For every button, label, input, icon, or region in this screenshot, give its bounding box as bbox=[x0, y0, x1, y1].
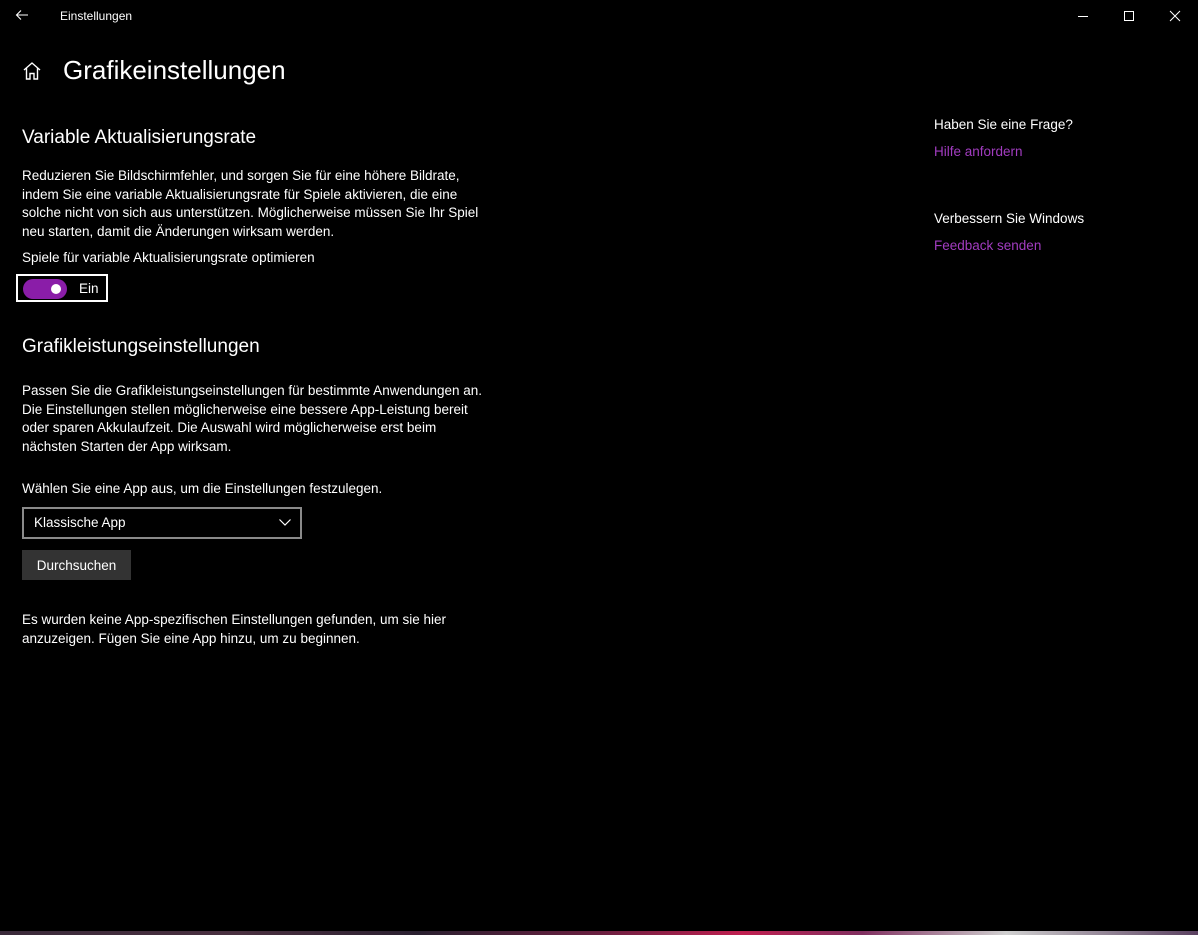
title-bar bbox=[0, 0, 1198, 31]
question-heading: Haben Sie eine Frage? bbox=[934, 117, 1073, 132]
maximize-button[interactable] bbox=[1106, 0, 1152, 31]
toggle-state-label: Ein bbox=[79, 281, 99, 296]
app-type-select-value: Klassische App bbox=[34, 515, 126, 530]
vrr-toggle-label: Spiele für variable Aktualisierungsrate optimieren bbox=[22, 250, 315, 265]
vrr-description: Reduzieren Sie Bildschirmfehler, und sorgen Sie für eine höhere Bildrate, indem Sie eine variable Aktualisierungsrate für Spiele aktivieren, die eine solche nicht von sich aus unterstützen. Möglicherweise müssen Sie Ihr Spiel neu starten, damit die Änderungen wirksam werden. bbox=[22, 168, 479, 239]
improve-heading: Verbessern Sie Windows bbox=[934, 211, 1085, 226]
close-button[interactable] bbox=[1152, 0, 1198, 31]
page-title: Grafikeinstellungen bbox=[63, 55, 286, 85]
vrr-toggle[interactable] bbox=[16, 274, 108, 302]
app-type-select[interactable] bbox=[22, 507, 302, 539]
toggle-track[interactable] bbox=[23, 279, 67, 299]
performance-heading: Grafikleistungseinstellungen bbox=[22, 336, 260, 357]
app-select-label: Wählen Sie eine App aus, um die Einstellungen festzulegen. bbox=[22, 481, 383, 496]
vrr-heading: Variable Aktualisierungsrate bbox=[22, 127, 257, 148]
empty-apps-message: Es wurden keine App-spezifischen Einstellungen gefunden, um sie hier anzuzeigen. Fügen Sie eine App hinzu, um zu beginnen. bbox=[22, 612, 447, 646]
desktop-background-strip bbox=[0, 931, 1198, 935]
arrow-left-icon bbox=[15, 9, 29, 21]
minimize-button[interactable] bbox=[1060, 0, 1106, 31]
back-button[interactable] bbox=[8, 2, 36, 28]
toggle-knob bbox=[51, 284, 61, 294]
browse-button[interactable]: Durchsuchen bbox=[22, 550, 131, 580]
chevron-down-icon bbox=[278, 517, 292, 527]
help-link[interactable]: Hilfe anfordern bbox=[934, 144, 1023, 159]
close-icon bbox=[1169, 10, 1181, 22]
minimize-icon bbox=[1077, 10, 1089, 22]
app-title: Einstellungen bbox=[60, 9, 133, 23]
performance-description: Passen Sie die Grafikleistungseinstellungen für bestimmte Anwendungen an. Die Einstellungen stellen möglicherweise eine bessere App-Leistung bereit oder sparen Akkulaufzeit. Die Auswahl wird möglicherweise erst beim nächsten Starten der App wirksam. bbox=[22, 383, 483, 454]
maximize-icon bbox=[1123, 10, 1135, 22]
feedback-link[interactable]: Feedback senden bbox=[934, 238, 1042, 253]
home-icon[interactable] bbox=[21, 60, 43, 82]
